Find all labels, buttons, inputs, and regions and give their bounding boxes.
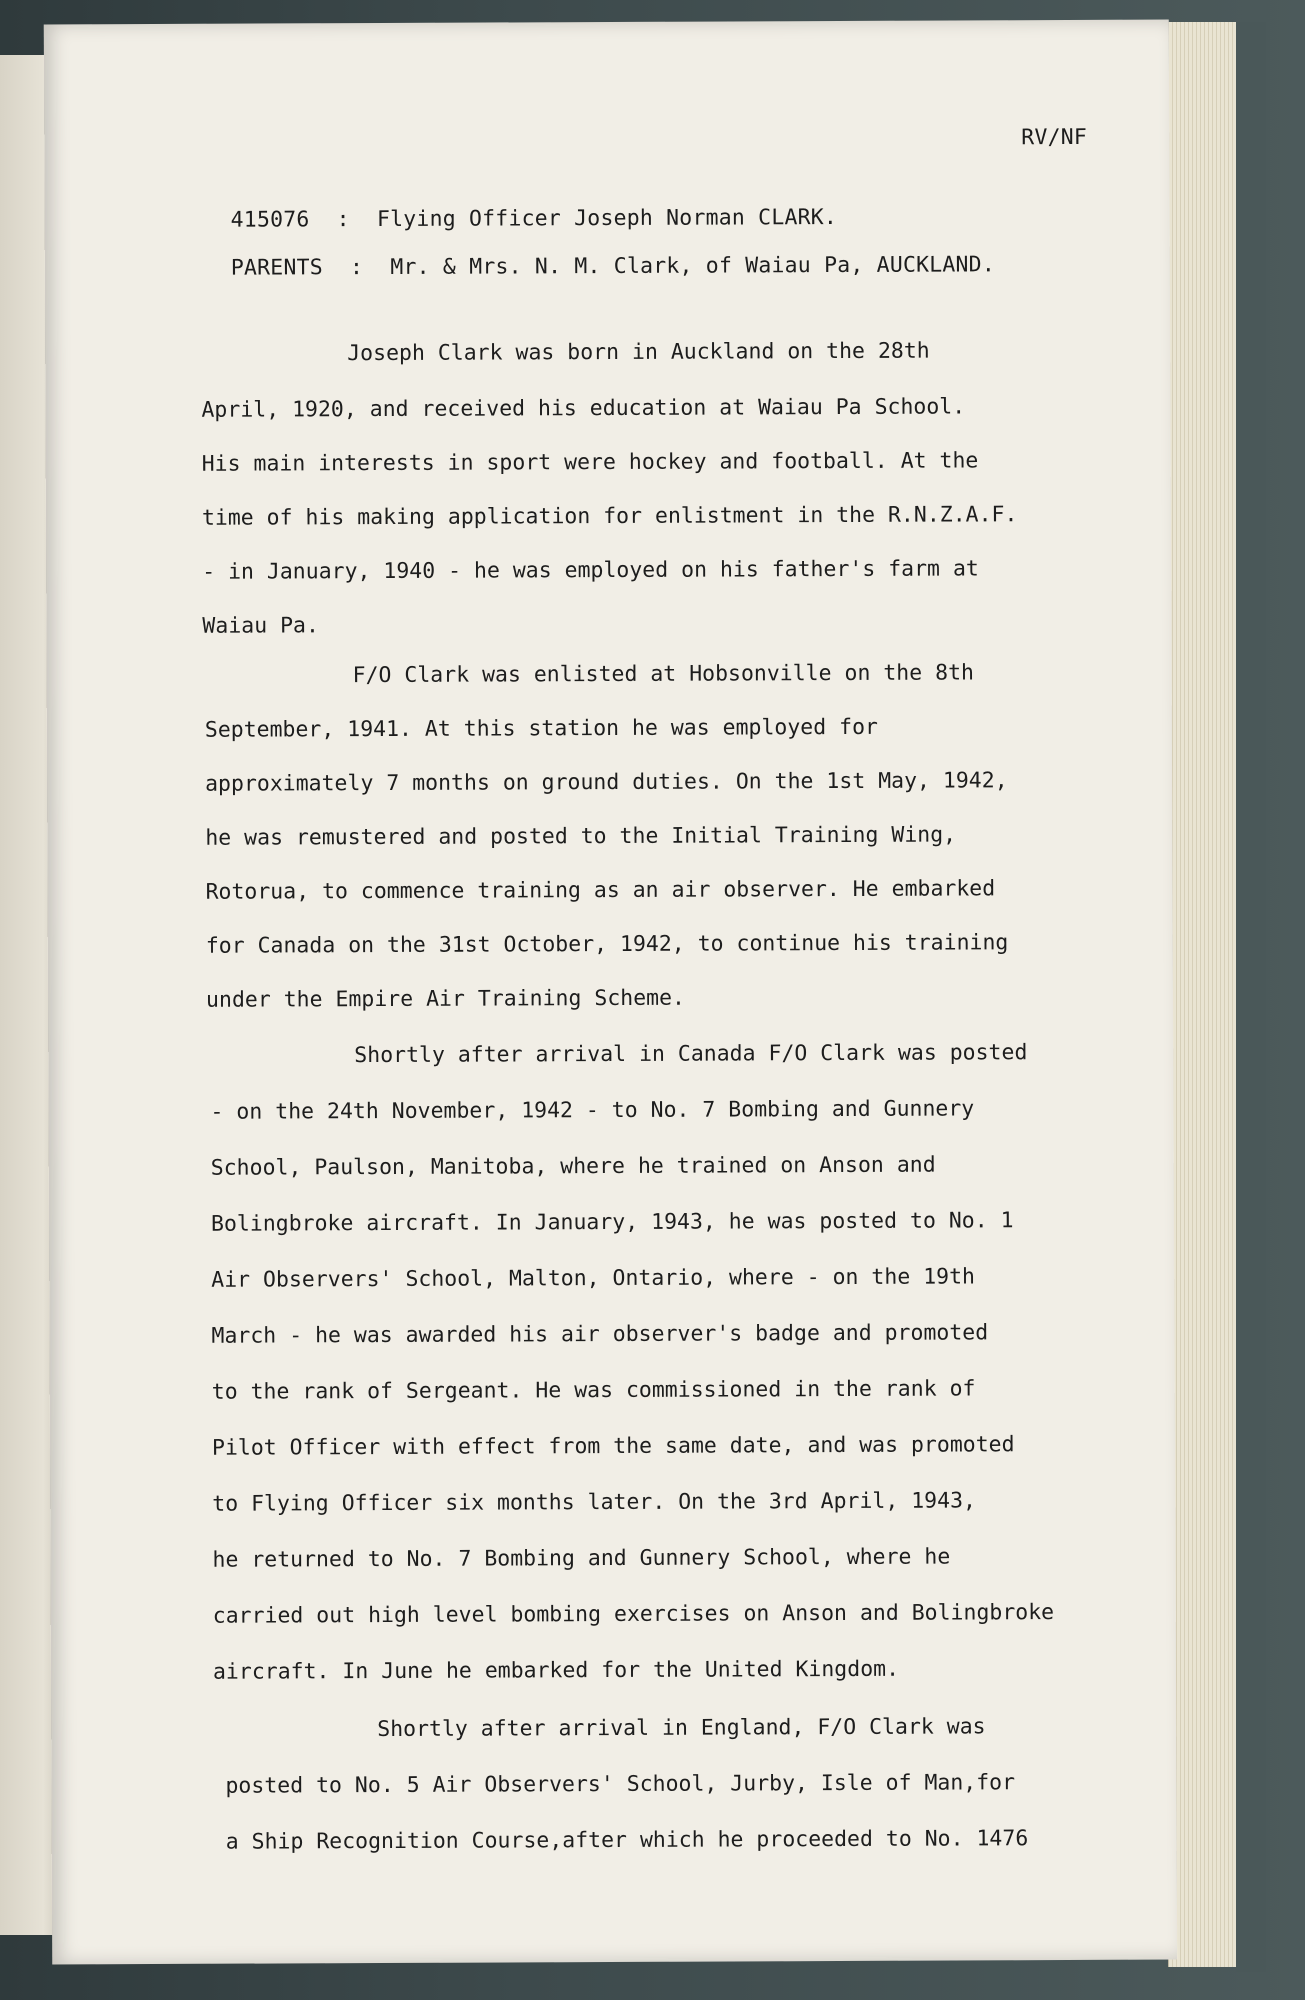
paragraph-line: Bolingbroke aircraft. In January, 1943, he was posted to No. 1 [210, 1208, 1014, 1237]
cover-edge [1236, 22, 1266, 1972]
service-number-line [231, 205, 837, 233]
paragraph-line: F/O Clark was enlisted at Hobsonville on the 8th [352, 660, 974, 689]
paragraph-line: under the Empire Air Training Scheme. [205, 985, 686, 1013]
parents-value: Mr. & Mrs. N. M. Clark, of Waiau Pa, AUCKLAND. [390, 252, 996, 280]
paragraph-line: Rotorua, to commence training as an air observer. He embarked [205, 876, 996, 905]
service-number: 415076 [230, 207, 310, 233]
paragraph-line: Pilot Officer with effect from the same date, and was promoted [211, 1432, 1015, 1461]
separator: : [349, 255, 364, 281]
parents-label: PARENTS [230, 255, 323, 281]
paragraph-line: Air Observers' School, Malton, Ontario, where - on the 19th [211, 1264, 976, 1293]
paragraph-line: Waiau Pa. [202, 613, 319, 639]
paragraph-line: aircraft. In June he embarked for the United Kingdom. [212, 1656, 900, 1685]
paragraph-line: School, Paulson, Manitoba, where he trained on Anson and [210, 1152, 936, 1181]
paragraph-line: to Flying Officer six months later. On the 3rd April, 1943, [212, 1488, 976, 1517]
paragraph-line: April, 1920, and received his education at Waiau Pa School. [201, 394, 966, 423]
paragraph-line: His main interests in sport were hockey and football. At the [201, 448, 979, 477]
parents-line [231, 252, 995, 280]
person-name: Flying Officer Joseph Norman CLARK. [376, 205, 838, 233]
paragraph-line: carried out high level bombing exercises on Anson and Bolingbroke [212, 1600, 1055, 1629]
paragraph-line: he returned to No. 7 Bombing and Gunnery School, where he [212, 1544, 951, 1573]
paragraph-line: for Canada on the 31st October, 1942, to continue his training [205, 930, 1009, 959]
paragraph-line: to the rank of Sergeant. He was commissioned in the rank of [211, 1376, 976, 1405]
paragraph-line: posted to No. 5 Air Observers' School, Jurby, Isle of Man,for [225, 1770, 1016, 1799]
reference-code: RV/NF [1021, 124, 1088, 151]
paragraph-line: time of his making application for enlistment in the R.N.Z.A.F. [201, 502, 1018, 531]
page-stack-edge [1168, 22, 1237, 1967]
paragraph-line: March - he was awarded his air observer's badge and promoted [211, 1320, 989, 1349]
paragraph-line: he was remustered and posted to the Initial Training Wing, [205, 822, 957, 851]
paragraph-line: - in January, 1940 - he was employed on his father's farm at [202, 556, 979, 585]
paragraph-line: September, 1941. At this station he was employed for [204, 714, 878, 743]
paragraph-line: approximately 7 months on ground duties. On the 1st May, 1942, [205, 768, 1008, 797]
separator: : [336, 207, 350, 233]
paragraph-line: a Ship Recognition Course,after which he proceeded to No. 1476 [225, 1826, 1029, 1855]
paragraph-line: Joseph Clark was born in Auckland on the 28th [347, 338, 930, 367]
paragraph-line: Shortly after arrival in England, F/O Clark was [377, 1714, 986, 1743]
document-page [44, 20, 1177, 1965]
paragraph-line: Shortly after arrival in Canada F/O Clark was posted [354, 1040, 1028, 1069]
paragraph-line: - on the 24th November, 1942 - to No. 7 Bombing and Gunnery [210, 1096, 975, 1125]
